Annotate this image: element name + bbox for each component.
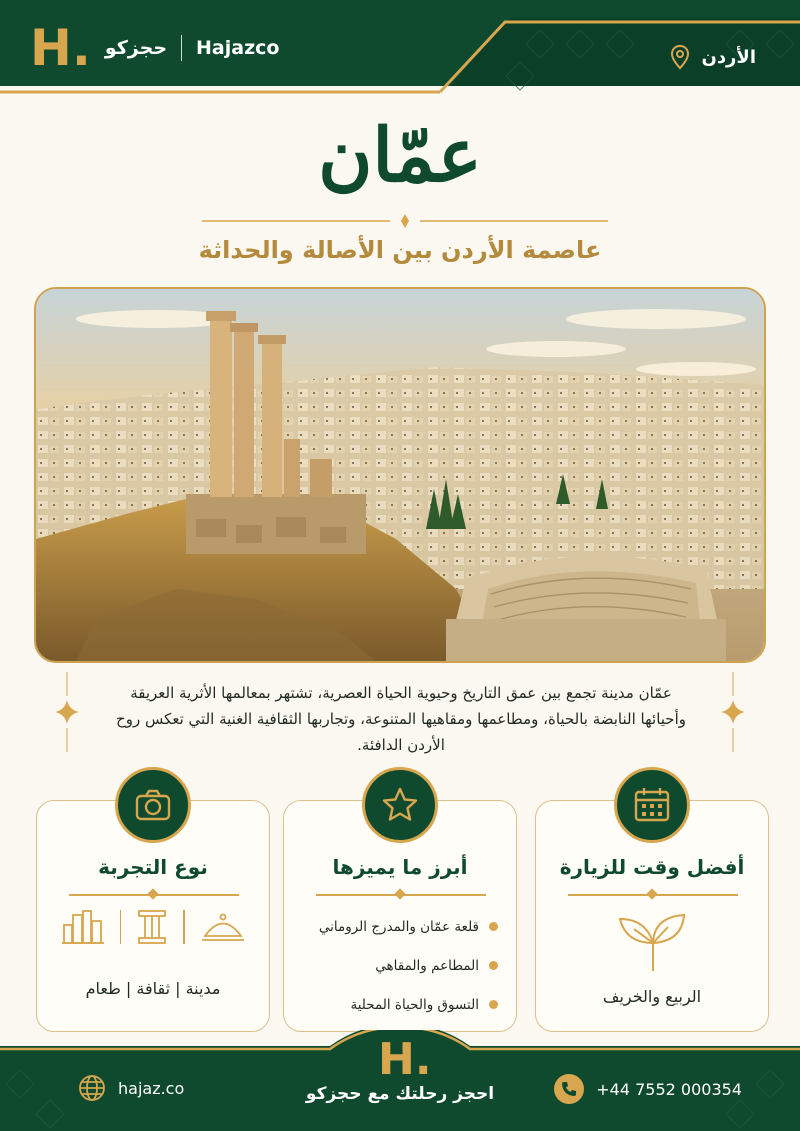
brand-name-english: Hajazco — [196, 37, 280, 59]
brand-name-arabic: حجزكو — [104, 37, 168, 59]
card-divider — [316, 894, 486, 896]
location-pin-icon — [669, 44, 691, 70]
card-best-time — [535, 800, 769, 1032]
footer-logo: H. — [378, 1034, 432, 1085]
card-divider — [69, 894, 239, 896]
logo-mark: H. — [30, 19, 91, 77]
phone-text: +44 7552 000354 — [596, 1079, 742, 1099]
experience-icons — [37, 909, 269, 945]
camera-icon — [133, 785, 173, 825]
card-title: أفضل وقت للزيارة — [559, 855, 745, 879]
bullet-dot — [489, 922, 498, 931]
star-icon — [380, 785, 420, 825]
card-highlights — [283, 800, 517, 1032]
footer — [0, 1030, 800, 1131]
booking-cta[interactable]: احجز رحلتك مع حجزكو — [305, 1084, 495, 1104]
list-item-text: المطاعم والمقاهي — [375, 957, 479, 974]
dish-icon — [201, 909, 245, 945]
leaf-icon — [616, 913, 690, 973]
amman-citadel-illustration — [36, 289, 764, 661]
website-text: hajaz.co — [118, 1078, 185, 1098]
brand-divider — [181, 35, 182, 61]
phone-icon — [554, 1074, 584, 1104]
location-label — [669, 44, 756, 70]
list-item — [298, 946, 498, 985]
location-text: الأردن — [701, 46, 756, 68]
card-badge — [115, 767, 191, 843]
best-season-text: الربيع والخريف — [602, 987, 702, 1006]
icon-separator — [183, 910, 185, 944]
list-item-text: قلعة عمّان والمدرج الروماني — [318, 918, 479, 935]
phone-link[interactable] — [554, 1074, 742, 1104]
column-icon — [137, 909, 167, 945]
card-badge — [362, 767, 438, 843]
roman-theatre — [446, 556, 726, 661]
card-title: نوع التجربة — [98, 855, 208, 879]
page-title: عمّان — [318, 113, 482, 199]
highlights-list — [298, 907, 498, 1024]
subtitle: عاصمة الأردن بين الأصالة والحداثة — [198, 236, 602, 264]
hero-image — [34, 287, 766, 663]
card-divider — [568, 894, 738, 896]
bullet-dot — [489, 961, 498, 970]
calendar-icon — [632, 785, 672, 825]
card-title: أبرز ما يميزها — [332, 855, 468, 879]
card-experience-type — [36, 800, 270, 1032]
icon-separator — [120, 910, 122, 944]
list-item — [298, 907, 498, 946]
card-badge — [614, 767, 690, 843]
experience-types-text: مدينة | ثقافة | طعام — [85, 979, 221, 998]
description: عمّان مدينة تجمع بين عمق التاريخ وحيوية الحياة العصرية، تشتهر بمعالمها الأثرية العريقة وأحيائها النابضة بالحياة، ومطاعمها ومقاهيها المتنوعة، وتجاربها الثقافية الغنية التي تعكس روح الأردن الدافئة. — [116, 684, 686, 754]
list-item — [298, 985, 498, 1024]
brand[interactable] — [30, 20, 279, 76]
header — [0, 0, 800, 96]
right-sparkle-ornament — [718, 672, 748, 752]
title-divider — [202, 214, 608, 228]
list-item-text: التسوق والحياة المحلية — [350, 996, 479, 1013]
left-sparkle-ornament — [52, 672, 82, 752]
city-icon — [62, 909, 104, 945]
bullet-dot — [489, 1000, 498, 1009]
